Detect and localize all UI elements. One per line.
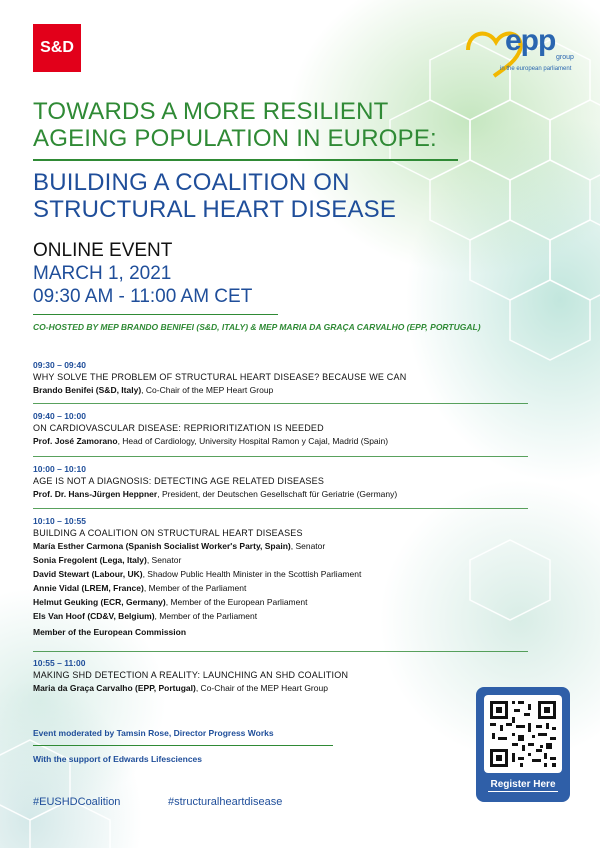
- sd-logo: S&D: [33, 24, 81, 72]
- qr-code-icon: [484, 695, 562, 773]
- speaker: David Stewart (Labour, UK), Shadow Public Health Minister in the Scottish Parliament: [33, 569, 362, 579]
- qr-code[interactable]: [484, 695, 562, 773]
- epp-subtitle: in the european parliament: [500, 66, 572, 72]
- subtitle: [33, 169, 473, 223]
- date-divider: [33, 314, 278, 315]
- agenda-time: 10:00 – 10:10: [33, 464, 86, 474]
- agenda-heading: AGE IS NOT A DIAGNOSIS: DETECTING AGE RELATED DISEASES: [33, 476, 325, 486]
- agenda-heading: MAKING SHD DETECTION A REALITY: LAUNCHING AN SHD COALITION: [33, 670, 349, 680]
- agenda-time: 10:55 – 11:00: [33, 658, 86, 668]
- agenda-divider: [33, 403, 528, 404]
- agenda-heading: WHY SOLVE THE PROBLEM OF STRUCTURAL HEART DISEASE? BECAUSE WE CAN: [33, 372, 407, 382]
- title-line-3: BUILDING A COALITION ON: [33, 169, 350, 196]
- speaker: Maria da Graça Carvalho (EPP, Portugal), Co-Chair of the MEP Heart Group: [33, 683, 328, 693]
- agenda-item: [33, 516, 361, 639]
- agenda-heading: ON CARDIOVASCULAR DISEASE: REPRIORITIZATION IS NEEDED: [33, 423, 324, 433]
- agenda-divider: [33, 651, 528, 652]
- speaker: Helmut Geuking (ECR, Germany), Member of the European Parliament: [33, 597, 308, 607]
- moderator-line: Event moderated by Tamsin Rose, Director Progress Works: [33, 728, 274, 738]
- agenda-time: 09:40 – 10:00: [33, 411, 86, 421]
- speaker: Member of the European Commission: [33, 627, 187, 637]
- register-here-link[interactable]: Register Here: [490, 779, 556, 790]
- agenda-item: [33, 360, 406, 397]
- title-line-2: AGEING POPULATION IN EUROPE:: [33, 125, 437, 152]
- agenda-heading: BUILDING A COALITION ON STRUCTURAL HEART DISEASES: [33, 528, 303, 538]
- speaker: Sonia Fregolent (Lega, Italy), Senator: [33, 555, 182, 565]
- speaker: Annie Vidal (LREM, France), Member of the Parliament: [33, 583, 247, 593]
- agenda-item: [33, 411, 388, 448]
- epp-group-label: group: [556, 54, 574, 61]
- agenda-divider: [33, 508, 528, 509]
- agenda-divider: [33, 456, 528, 457]
- agenda-time: 09:30 – 09:40: [33, 360, 86, 370]
- moderator-divider: [33, 745, 333, 746]
- event-type: ONLINE EVENT: [33, 240, 173, 261]
- speaker: Els Van Hoof (CD&V, Belgium), Member of the Parliament: [33, 611, 258, 621]
- speaker: María Esther Carmona (Spanish Socialist Worker's Party, Spain), Senator: [33, 541, 326, 551]
- support-line: With the support of Edwards Lifesciences: [33, 754, 203, 764]
- speaker: Prof. Dr. Hans-Jürgen Heppner, President, der Deutschen Gesellschaft für Geriatrie (Germany): [33, 489, 398, 499]
- main-title: [33, 98, 473, 152]
- event-date: MARCH 1, 2021: [33, 263, 172, 284]
- title-divider: [33, 159, 458, 161]
- agenda-time: 10:10 – 10:55: [33, 516, 86, 526]
- register-qr-card[interactable]: [476, 687, 570, 802]
- hashtag-structuralheartdisease[interactable]: #structuralheartdisease: [168, 796, 283, 808]
- title-line-4: STRUCTURAL HEART DISEASE: [33, 196, 397, 223]
- speaker: Prof. José Zamorano, Head of Cardiology, University Hospital Ramon y Cajal, Madrid (Spain): [33, 436, 389, 446]
- epp-logo-text: epp: [505, 24, 556, 57]
- event-time: 09:30 AM - 11:00 AM CET: [33, 286, 253, 307]
- hashtag-eushdcoalition[interactable]: #EUSHDCoalition: [33, 796, 121, 808]
- agenda-item: [33, 658, 348, 695]
- title-line-1: TOWARDS A MORE RESILIENT: [33, 98, 389, 125]
- register-underline: [488, 791, 558, 792]
- agenda-item: [33, 464, 397, 501]
- speaker: Brando Benifei (S&D, Italy), Co-Chair of the MEP Heart Group: [33, 385, 274, 395]
- cohost-line: CO-HOSTED BY MEP BRANDO BENIFEI (S&D, ITALY) & MEP MARIA DA GRAÇA CARVALHO (EPP, PORTUGAL): [33, 322, 481, 332]
